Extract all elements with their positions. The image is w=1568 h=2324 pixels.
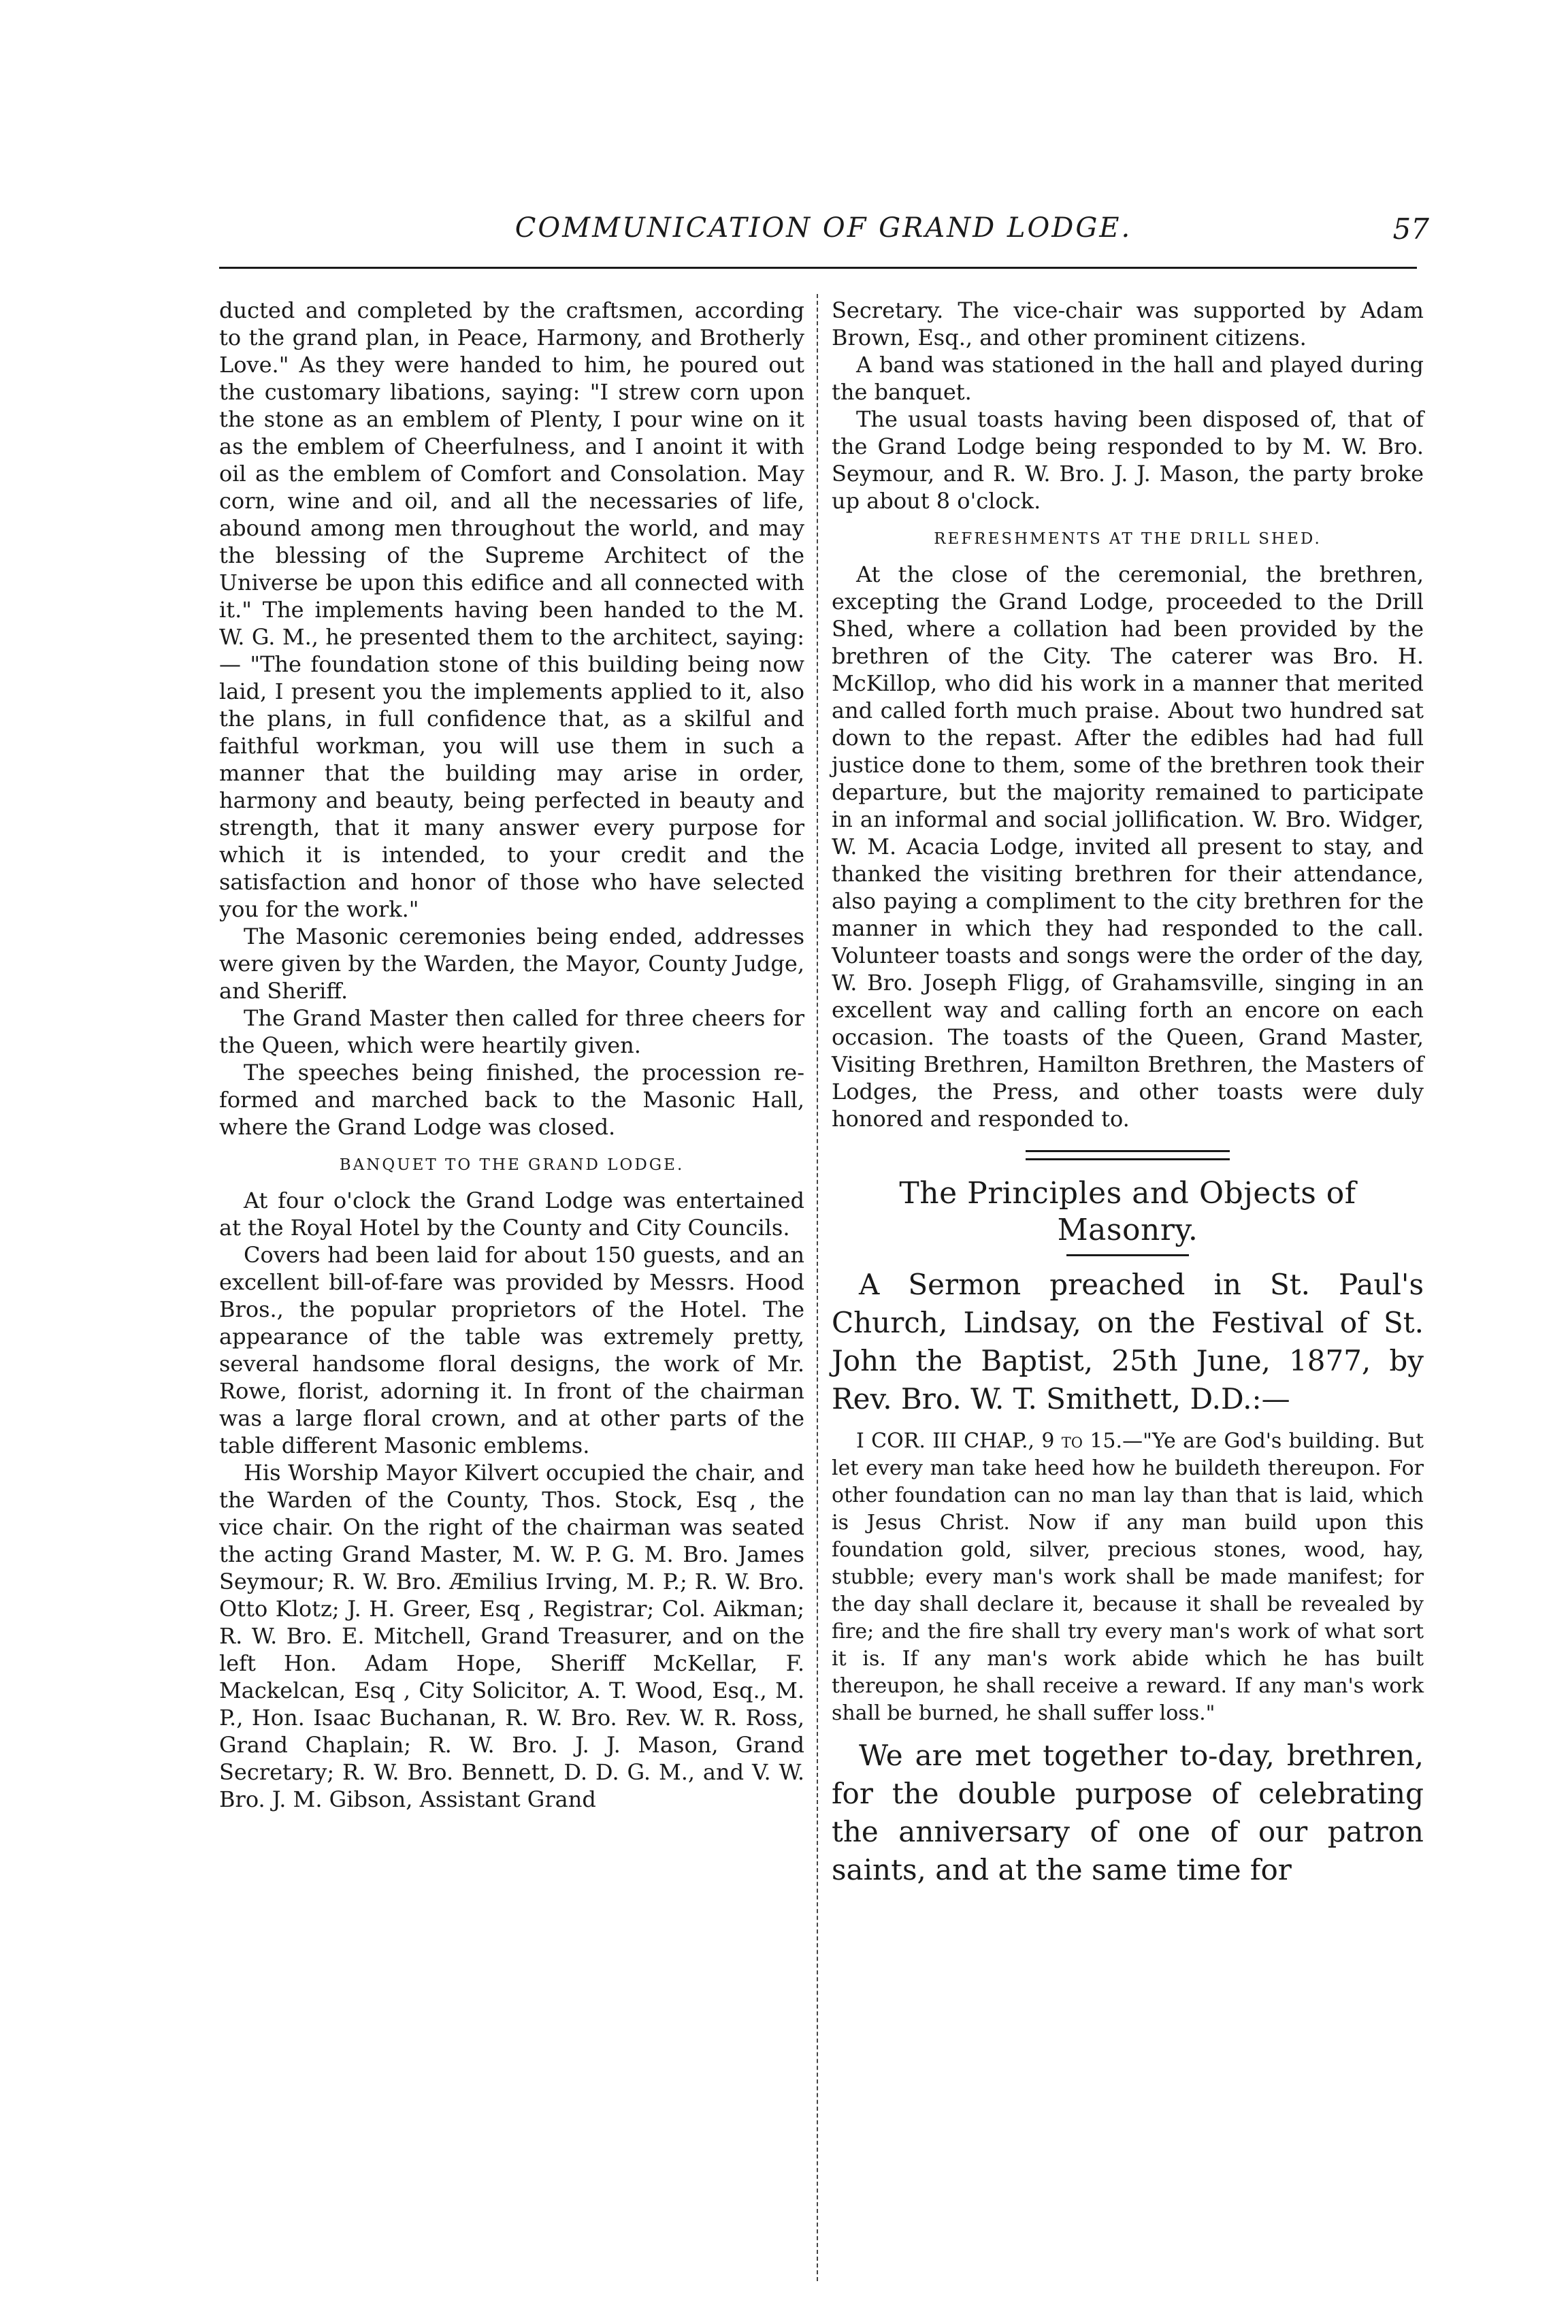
paragraph: The Grand Master then called for three cheers for the Queen, which were heartily given. (219, 1005, 804, 1058)
header-rule (219, 267, 1417, 269)
column-divider (817, 294, 818, 2281)
scripture-text: —"Ye are God's building. But let every man take heed how he buildeth thereupon. For other foundation can no man lay than that is laid, which is Jesus Christ. Now if any man build upon this foundation gold, silver, precious stones, wood, hay, stubble; every man's work shall be made manifest; for the day shall declare it, because it shall be revealed by fire; and the fire shall try every man's work of what sort it is. If any man's work abide which he has built thereupon, he shall receive a reward. If any man's work shall be burned, he shall suffer loss." (832, 1429, 1424, 1725)
page-header (218, 212, 1429, 260)
paragraph: His Worship Mayor Kilvert occupied the chair, and the Warden of the County, Thos. Stock, Esq , the vice chair. On the right of the chairman was seated the acting Grand Master, M. W. P. G. M. Bro. James Seymour; R. W. Bro. Æmilius Irving, M. P.; R. W. Bro. Otto Klotz; J. H. Greer, Esq , Registrar; Col. Aikman; R. W. Bro. E. Mitchell, Grand Treasurer, and on the left Hon. Adam Hope, Sheriff McKellar, F. Mackelcan, Esq , City Solicitor, A. T. Wood, Esq., M. P., Hon. Isaac Buchanan, R. W. Bro. Rev. W. R. Ross, Grand Chaplain; R. W. Bro. J. J. Mason, Grand Secretary; R. W. Bro. Bennett, D. D. G. M., and V. W. Bro. J. M. Gibson, Assistant Grand (219, 1460, 804, 1812)
short-rule (1066, 1254, 1189, 1256)
paragraph: The Masonic ceremonies being ended, addresses were given by the Warden, the Mayor, County Judge, and Sheriff. (219, 923, 804, 1004)
paragraph: Covers had been laid for about 150 guests, and an excellent bill-of-fare was provided by Messrs. Hood Bros., the popular proprietors of the Hotel. The appearance of the table was extremely pretty, several handsome floral designs, the work of Mr. Rowe, florist, adorning it. In front of the chairman was a large floral crown, and at other parts of the table different Masonic emblems. (219, 1242, 804, 1458)
paragraph: At four o'clock the Grand Lodge was entertained at the Royal Hotel by the County and City Councils. (219, 1188, 804, 1241)
paragraph: A band was stationed in the hall and played during the banquet. (832, 352, 1424, 405)
right-column (832, 297, 1424, 1918)
paragraph: Secretary. The vice-chair was supported by Adam Brown, Esq., and other prominent citizens. (832, 297, 1424, 350)
section-title: The Principles and Objects of Masonry. (899, 1176, 1356, 1247)
paragraph: ducted and completed by the craftsmen, according to the grand plan, in Peace, Harmony, and Brotherly Love." As they were handed to him, he poured out the customary libations, saying: "I strew corn upon the stone as an emblem of Plenty, I pour wine on it as the emblem of Cheerfulness, and I anoint it with oil as the emblem of Comfort and Consolation. May corn, wine and oil, and all the necessaries of life, abound among men throughout the world, and may the blessing of the Supreme Architect of the Universe be upon this edifice and all connected with it." The implements having been handed to the M. W. G. M., he presented them to the architect, saying:— "The foundation stone of this building being now laid, I present you the implements applied to it, also the plans, in full confidence that, as a skilful and faithful workman, you will use them in such a manner that the building may arise in order, harmony and beauty, being perfected in beauty and strength, that it many answer every purpose for which it is intended, to your credit and the satisfaction and honor of those who have selected you for the work." (219, 297, 804, 922)
subheading-banquet: BANQUET TO THE GRAND LODGE. (339, 1156, 685, 1174)
double-rule-separator (1026, 1150, 1230, 1160)
sermon-intro: A Sermon preached in St. Paul's Church, Lindsay, on the Festival of St. John the Baptist, 25th June, 1877, by Rev. Bro. W. T. Smithett, D.D.:— (832, 1268, 1424, 1415)
page-number: 57 (1392, 212, 1429, 246)
running-title: COMMUNICATION OF GRAND LODGE. (514, 212, 1132, 244)
scripture-reference: I COR. III CHAP., 9 to 15. (856, 1429, 1123, 1453)
subheading-refreshments: REFRESHMENTS AT THE DRILL SHED. (934, 530, 1322, 548)
left-column (219, 297, 804, 1813)
paragraph: At the close of the ceremonial, the brethren, excepting the Grand Lodge, proceeded to the Drill Shed, where a collation had been provided by the brethren of the City. The caterer was Bro. H. McKillop, who did his work in a manner that merited and called forth much praise. About two hundred sat down to the repast. After the edibles had had full justice done to them, some of the brethren took their departure, but the majority remained to participate in an informal and social jollification. W. Bro. Widger, W. M. Acacia Lodge, invited all present to stay, and thanked the visiting brethren for their attendance, also paying a compliment to the city brethren for the manner in which they had responded to the call. Volunteer toasts and songs were the order of the day, W. Bro. Joseph Fligg, of Grahamsville, singing in an excellent way and calling forth an encore on each occasion. The toasts of the Queen, Grand Master, Visiting Brethren, Hamilton Brethren, the Masters of Lodges, the Press, and other toasts were duly honored and responded to. (832, 561, 1424, 1132)
sermon-paragraph: We are met together to-day, brethren, for the double purpose of celebrating the anniversary of one of our patron saints, and at the same time for (832, 1739, 1424, 1886)
paragraph: The speeches being finished, the procession re-formed and marched back to the Masonic Hall, where the Grand Lodge was closed. (219, 1060, 804, 1140)
scripture-passage (832, 1428, 1424, 1727)
paragraph: The usual toasts having been disposed of, that of the Grand Lodge being responded to by M. W. Bro. Seymour, and R. W. Bro. J. J. Mason, the party broke up about 8 o'clock. (832, 406, 1424, 514)
